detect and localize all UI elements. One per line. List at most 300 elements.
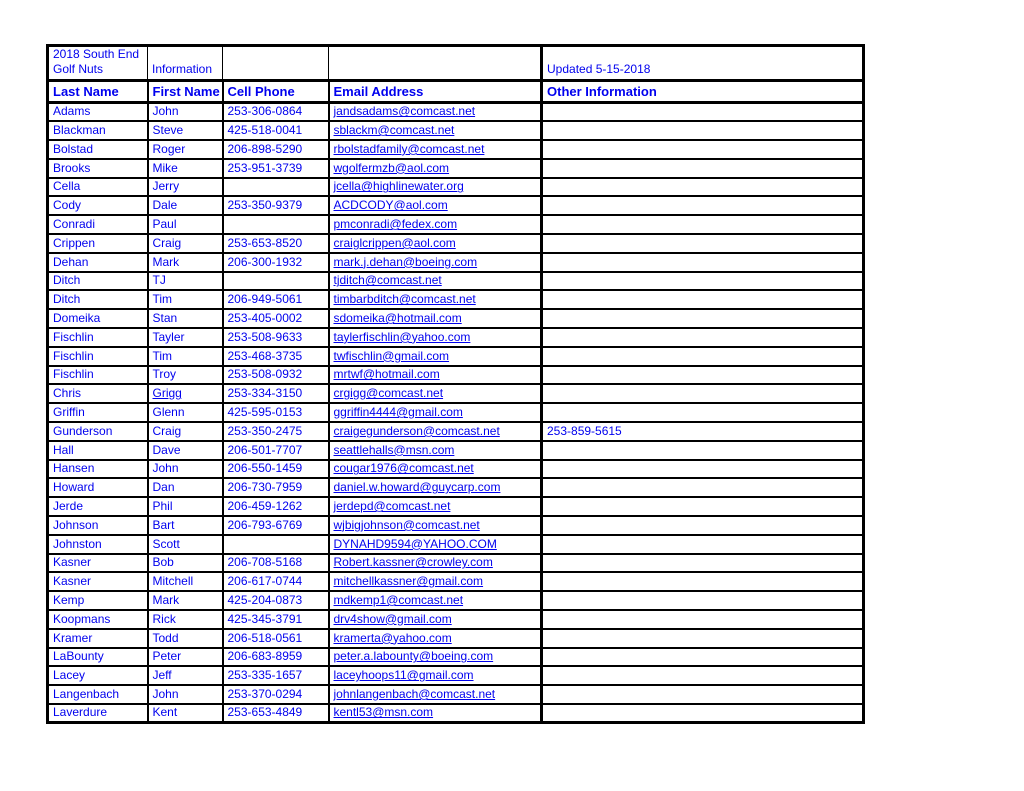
last-name-text: Hall	[53, 442, 74, 457]
email-cell	[329, 253, 542, 272]
email-link[interactable]: mitchellkassner@gmail.com	[333, 574, 484, 589]
last-name-cell	[48, 347, 148, 366]
cell-phone-text: 253-405-0002	[227, 311, 303, 326]
last-name-text: Jerde	[53, 499, 84, 514]
last-name-text: Ditch	[53, 292, 81, 307]
contact-sheet	[46, 44, 865, 724]
email-link[interactable]: taylerfischlin@yahoo.com	[333, 329, 471, 344]
email-link[interactable]: kramerta@yahoo.com	[333, 630, 452, 645]
email-link[interactable]: daniel.w.howard@guycarp.com	[333, 480, 501, 495]
other-info-cell	[542, 572, 864, 591]
email-link[interactable]: pmconradi@fedex.com	[333, 217, 458, 232]
other-info-cell	[542, 290, 864, 309]
other-info-cell	[542, 610, 864, 629]
email-cell	[329, 497, 542, 516]
last-name-cell	[48, 478, 148, 497]
first-name-cell	[148, 253, 223, 272]
email-link[interactable]: mrtwf@hotmail.com	[333, 367, 440, 382]
email-cell	[329, 215, 542, 234]
sheet-title: 2018 South End Golf Nuts	[53, 47, 140, 76]
cell-phone-text: 206-708-5168	[227, 555, 303, 570]
first-name-cell	[148, 629, 223, 648]
last-name-cell	[48, 196, 148, 215]
email-cell	[329, 666, 542, 685]
first-name-cell	[148, 328, 223, 347]
last-name-cell	[48, 554, 148, 573]
table-row	[48, 591, 864, 610]
table-row	[48, 478, 864, 497]
cell-phone-text: 253-653-4849	[227, 705, 303, 720]
last-name-text: Johnston	[53, 536, 102, 551]
first-name-text: John	[152, 461, 179, 476]
email-link[interactable]: craiglcrippen@aol.com	[333, 235, 456, 250]
first-name-text: Troy	[152, 367, 177, 382]
first-name-text: Dale	[152, 198, 178, 213]
last-name-cell	[48, 441, 148, 460]
other-info-cell	[542, 666, 864, 685]
first-name-text: Phil	[152, 499, 173, 514]
first-name-text: Jerry	[152, 179, 180, 194]
cell-phone-cell	[223, 610, 329, 629]
last-name-cell	[48, 497, 148, 516]
last-name-text: Kasner	[53, 555, 92, 570]
cell-phone-text: 206-550-1459	[227, 461, 303, 476]
last-name-text: Adams	[53, 104, 91, 119]
email-cell	[329, 460, 542, 479]
table-row	[48, 497, 864, 516]
email-cell	[329, 178, 542, 197]
other-info-cell	[542, 309, 864, 328]
email-cell	[329, 309, 542, 328]
cell-phone-cell	[223, 441, 329, 460]
email-link[interactable]: jandsadams@comcast.net	[333, 104, 476, 119]
col-header-other-info-label: Other Information	[547, 84, 657, 99]
first-name-text: Todd	[152, 630, 179, 645]
table-row	[48, 685, 864, 704]
cell-phone-cell	[223, 685, 329, 704]
cell-phone-text: 253-335-1657	[227, 668, 303, 683]
last-name-text: Conradi	[53, 217, 96, 232]
email-cell	[329, 478, 542, 497]
table-row	[48, 347, 864, 366]
table-row	[48, 422, 864, 441]
first-name-text: Roger	[152, 141, 186, 156]
table-row	[48, 196, 864, 215]
empty-title-cell-2	[329, 46, 542, 81]
email-cell	[329, 535, 542, 554]
first-name-text: Steve	[152, 123, 184, 138]
column-header-row	[48, 81, 864, 103]
cell-phone-cell	[223, 290, 329, 309]
cell-phone-cell	[223, 572, 329, 591]
other-info-cell	[542, 178, 864, 197]
email-link[interactable]: jerdepd@comcast.net	[333, 499, 451, 514]
last-name-cell	[48, 384, 148, 403]
email-link[interactable]: kentl53@msn.com	[333, 705, 434, 720]
cell-phone-text: 253-508-9633	[227, 329, 303, 344]
first-name-text: Mark	[152, 593, 180, 608]
first-name-text: Dave	[152, 442, 181, 457]
other-info-cell	[542, 535, 864, 554]
first-name-text: Kent	[152, 705, 178, 720]
cell-phone-cell	[223, 121, 329, 140]
col-header-email-label: Email Address	[333, 84, 424, 99]
other-info-cell	[542, 422, 864, 441]
other-info-cell	[542, 441, 864, 460]
email-link[interactable]: timbarbditch@comcast.net	[333, 292, 476, 307]
table-row	[48, 704, 864, 723]
table-row	[48, 384, 864, 403]
email-cell	[329, 403, 542, 422]
first-name-text: Scott	[152, 536, 180, 551]
table-row	[48, 234, 864, 253]
other-info-cell	[542, 253, 864, 272]
last-name-cell	[48, 328, 148, 347]
cell-phone-text: 253-350-9379	[227, 198, 303, 213]
email-cell	[329, 516, 542, 535]
cell-phone-cell	[223, 328, 329, 347]
email-cell	[329, 121, 542, 140]
first-name-text: Tim	[152, 348, 173, 363]
first-name-text: Jeff	[152, 668, 172, 683]
email-link[interactable]: jcella@highlinewater.org	[333, 179, 464, 194]
other-info-cell	[542, 685, 864, 704]
table-row	[48, 178, 864, 197]
email-link[interactable]: ACDCODY@aol.com	[333, 198, 448, 213]
email-cell	[329, 648, 542, 667]
last-name-text: Lacey	[53, 668, 86, 683]
table-row	[48, 648, 864, 667]
first-name-cell	[148, 478, 223, 497]
updated-cell	[542, 46, 864, 81]
email-link[interactable]: rbolstadfamily@comcast.net	[333, 141, 485, 156]
cell-phone-cell	[223, 215, 329, 234]
table-row	[48, 535, 864, 554]
first-name-cell	[148, 422, 223, 441]
other-info-cell	[542, 591, 864, 610]
first-name-cell	[148, 384, 223, 403]
first-name-cell	[148, 366, 223, 385]
first-name-text: Paul	[152, 217, 177, 232]
last-name-text: Chris	[53, 386, 82, 401]
cell-phone-text: 206-730-7959	[227, 480, 303, 495]
email-link[interactable]: seattlehalls@msn.com	[333, 442, 455, 457]
cell-phone-cell	[223, 140, 329, 159]
last-name-cell	[48, 460, 148, 479]
other-info-cell	[542, 460, 864, 479]
email-cell	[329, 234, 542, 253]
cell-phone-text: 253-951-3739	[227, 160, 303, 175]
first-name-text: Grigg	[152, 386, 182, 401]
other-info-text: 253-859-5615	[547, 423, 622, 438]
first-name-cell	[148, 497, 223, 516]
email-link[interactable]: wjbigjohnson@comcast.net	[333, 517, 480, 532]
info-label: Information	[152, 62, 213, 76]
first-name-text: John	[152, 687, 179, 701]
email-link[interactable]: craigegunderson@comcast.net	[333, 423, 500, 438]
other-info-cell	[542, 478, 864, 497]
cell-phone-cell	[223, 403, 329, 422]
last-name-text: Brooks	[53, 160, 91, 175]
other-info-cell	[542, 347, 864, 366]
cell-phone-cell	[223, 704, 329, 723]
last-name-text: Blackman	[53, 123, 106, 138]
last-name-text: Fischlin	[53, 348, 94, 363]
last-name-cell	[48, 234, 148, 253]
cell-phone-text: 206-898-5290	[227, 141, 303, 156]
last-name-text: LaBounty	[53, 649, 104, 664]
email-cell	[329, 572, 542, 591]
email-cell	[329, 591, 542, 610]
first-name-cell	[148, 403, 223, 422]
email-link[interactable]: johnlangenbach@comcast.net	[333, 687, 496, 701]
last-name-text: Kramer	[53, 630, 93, 645]
first-name-cell	[148, 347, 223, 366]
last-name-cell	[48, 253, 148, 272]
col-header-cell-phone-label: Cell Phone	[227, 84, 295, 99]
info-label-cell	[148, 46, 223, 81]
first-name-text: Craig	[152, 423, 182, 438]
cell-phone-cell	[223, 178, 329, 197]
table-row	[48, 460, 864, 479]
first-name-cell	[148, 178, 223, 197]
email-cell	[329, 685, 542, 704]
last-name-cell	[48, 309, 148, 328]
last-name-cell	[48, 159, 148, 178]
table-row	[48, 103, 864, 122]
cell-phone-cell	[223, 666, 329, 685]
first-name-text: Tayler	[152, 329, 185, 344]
email-cell	[329, 103, 542, 122]
last-name-cell	[48, 572, 148, 591]
last-name-text: Ditch	[53, 273, 81, 288]
first-name-text: Mike	[152, 160, 178, 175]
first-name-cell	[148, 610, 223, 629]
last-name-cell	[48, 629, 148, 648]
first-name-cell	[148, 648, 223, 667]
cell-phone-cell	[223, 629, 329, 648]
last-name-cell	[48, 103, 148, 122]
cell-phone-cell	[223, 347, 329, 366]
email-link[interactable]: wgolfermzb@aol.com	[333, 160, 450, 175]
last-name-cell	[48, 215, 148, 234]
other-info-cell	[542, 704, 864, 723]
email-link[interactable]: twfischlin@gmail.com	[333, 348, 450, 363]
last-name-cell	[48, 516, 148, 535]
table-row	[48, 572, 864, 591]
email-link[interactable]: sdomeika@hotmail.com	[333, 311, 462, 326]
first-name-text: Dan	[152, 480, 175, 495]
empty-title-cell-1	[223, 46, 329, 81]
cell-phone-cell	[223, 366, 329, 385]
email-link[interactable]: laceyhoops11@gmail.com	[333, 668, 474, 683]
last-name-text: Crippen	[53, 235, 96, 250]
last-name-text: Gunderson	[53, 423, 113, 438]
email-cell	[329, 422, 542, 441]
cell-phone-text: 206-683-8959	[227, 649, 303, 664]
last-name-text: Laverdure	[53, 705, 108, 720]
table-row	[48, 366, 864, 385]
email-link[interactable]: peter.a.labounty@boeing.com	[333, 649, 494, 664]
cell-phone-cell	[223, 648, 329, 667]
sheet-title-cell	[48, 46, 148, 81]
other-info-cell	[542, 121, 864, 140]
first-name-text: Mark	[152, 254, 180, 269]
cell-phone-text: 253-334-3150	[227, 386, 303, 401]
table-row	[48, 516, 864, 535]
col-header-cell-phone	[223, 81, 329, 103]
other-info-cell	[542, 272, 864, 291]
last-name-cell	[48, 648, 148, 667]
cell-phone-cell	[223, 384, 329, 403]
cell-phone-cell	[223, 272, 329, 291]
cell-phone-text: 253-508-0932	[227, 367, 303, 382]
cell-phone-cell	[223, 516, 329, 535]
email-cell	[329, 554, 542, 573]
last-name-cell	[48, 403, 148, 422]
last-name-cell	[48, 366, 148, 385]
first-name-text: Mitchell	[152, 574, 194, 589]
last-name-cell	[48, 422, 148, 441]
email-cell	[329, 328, 542, 347]
email-link[interactable]: drv4show@gmail.com	[333, 611, 452, 626]
golf-nuts-table	[46, 44, 865, 724]
last-name-text: Koopmans	[53, 611, 111, 626]
last-name-text: Bolstad	[53, 141, 94, 156]
other-info-cell	[542, 629, 864, 648]
cell-phone-cell	[223, 103, 329, 122]
col-header-other-info	[542, 81, 864, 103]
last-name-text: Kasner	[53, 574, 92, 589]
cell-phone-cell	[223, 591, 329, 610]
last-name-cell	[48, 290, 148, 309]
last-name-text: Langenbach	[53, 687, 120, 701]
table-row	[48, 272, 864, 291]
email-link[interactable]: crgigg@comcast.net	[333, 386, 444, 401]
col-header-first-name-label: First Name	[152, 84, 220, 99]
last-name-cell	[48, 178, 148, 197]
table-row	[48, 215, 864, 234]
last-name-text: Kemp	[53, 593, 85, 608]
first-name-text: Bob	[152, 555, 174, 570]
email-link[interactable]: Robert.kassner@crowley.com	[333, 555, 493, 570]
cell-phone-text: 425-595-0153	[227, 405, 303, 420]
first-name-text: Craig	[152, 235, 182, 250]
email-cell	[329, 629, 542, 648]
email-cell	[329, 290, 542, 309]
table-row	[48, 159, 864, 178]
cell-phone-text: 206-300-1932	[227, 254, 303, 269]
last-name-text: Howard	[53, 480, 95, 495]
last-name-cell	[48, 666, 148, 685]
first-name-cell	[148, 215, 223, 234]
table-row	[48, 441, 864, 460]
cell-phone-cell	[223, 196, 329, 215]
other-info-cell	[542, 234, 864, 253]
first-name-cell	[148, 196, 223, 215]
table-row	[48, 309, 864, 328]
email-link[interactable]: mdkemp1@comcast.net	[333, 593, 464, 608]
email-cell	[329, 272, 542, 291]
cell-phone-cell	[223, 460, 329, 479]
cell-phone-cell	[223, 253, 329, 272]
last-name-cell	[48, 704, 148, 723]
last-name-cell	[48, 535, 148, 554]
first-name-cell	[148, 441, 223, 460]
other-info-cell	[542, 384, 864, 403]
email-cell	[329, 704, 542, 723]
cell-phone-text: 425-345-3791	[227, 611, 303, 626]
cell-phone-text: 253-350-2475	[227, 423, 303, 438]
last-name-text: Cody	[53, 198, 82, 213]
other-info-cell	[542, 403, 864, 422]
email-link[interactable]: DYNAHD9594@YAHOO.COM	[333, 536, 497, 551]
last-name-text: Dehan	[53, 254, 89, 269]
email-cell	[329, 384, 542, 403]
cell-phone-cell	[223, 159, 329, 178]
cell-phone-text: 425-518-0041	[227, 123, 303, 138]
other-info-cell	[542, 328, 864, 347]
email-cell	[329, 159, 542, 178]
other-info-cell	[542, 648, 864, 667]
cell-phone-text: 206-501-7707	[227, 442, 303, 457]
last-name-cell	[48, 272, 148, 291]
table-row	[48, 121, 864, 140]
first-name-cell	[148, 685, 223, 704]
first-name-cell	[148, 535, 223, 554]
first-name-text: John	[152, 104, 179, 119]
last-name-cell	[48, 685, 148, 704]
other-info-cell	[542, 516, 864, 535]
first-name-text: Tim	[152, 292, 173, 307]
email-cell	[329, 366, 542, 385]
cell-phone-text: 253-653-8520	[227, 235, 303, 250]
table-row	[48, 253, 864, 272]
cell-phone-cell	[223, 422, 329, 441]
other-info-cell	[542, 103, 864, 122]
cell-phone-cell	[223, 234, 329, 253]
email-link[interactable]: cougar1976@comcast.net	[333, 461, 474, 476]
other-info-cell	[542, 140, 864, 159]
cell-phone-cell	[223, 554, 329, 573]
table-row	[48, 610, 864, 629]
other-info-cell	[542, 554, 864, 573]
last-name-cell	[48, 610, 148, 629]
first-name-text: Rick	[152, 611, 176, 626]
email-link[interactable]: mark.j.dehan@boeing.com	[333, 254, 478, 269]
email-link[interactable]: ggriffin4444@gmail.com	[333, 405, 463, 420]
cell-phone-cell	[223, 497, 329, 516]
other-info-cell	[542, 159, 864, 178]
first-name-cell	[148, 272, 223, 291]
email-link[interactable]: sblackm@comcast.net	[333, 123, 455, 138]
email-cell	[329, 347, 542, 366]
cell-phone-text: 253-370-0294	[227, 687, 303, 701]
cell-phone-cell	[223, 478, 329, 497]
updated-label: Updated 5-15-2018	[547, 62, 651, 76]
title-row	[48, 46, 864, 81]
email-link[interactable]: tjditch@comcast.net	[333, 273, 442, 288]
cell-phone-cell	[223, 309, 329, 328]
first-name-cell	[148, 234, 223, 253]
table-row	[48, 328, 864, 347]
col-header-email	[329, 81, 542, 103]
table-row	[48, 403, 864, 422]
last-name-cell	[48, 140, 148, 159]
last-name-text: Cella	[53, 179, 81, 194]
first-name-text: Peter	[152, 649, 182, 664]
first-name-cell	[148, 666, 223, 685]
